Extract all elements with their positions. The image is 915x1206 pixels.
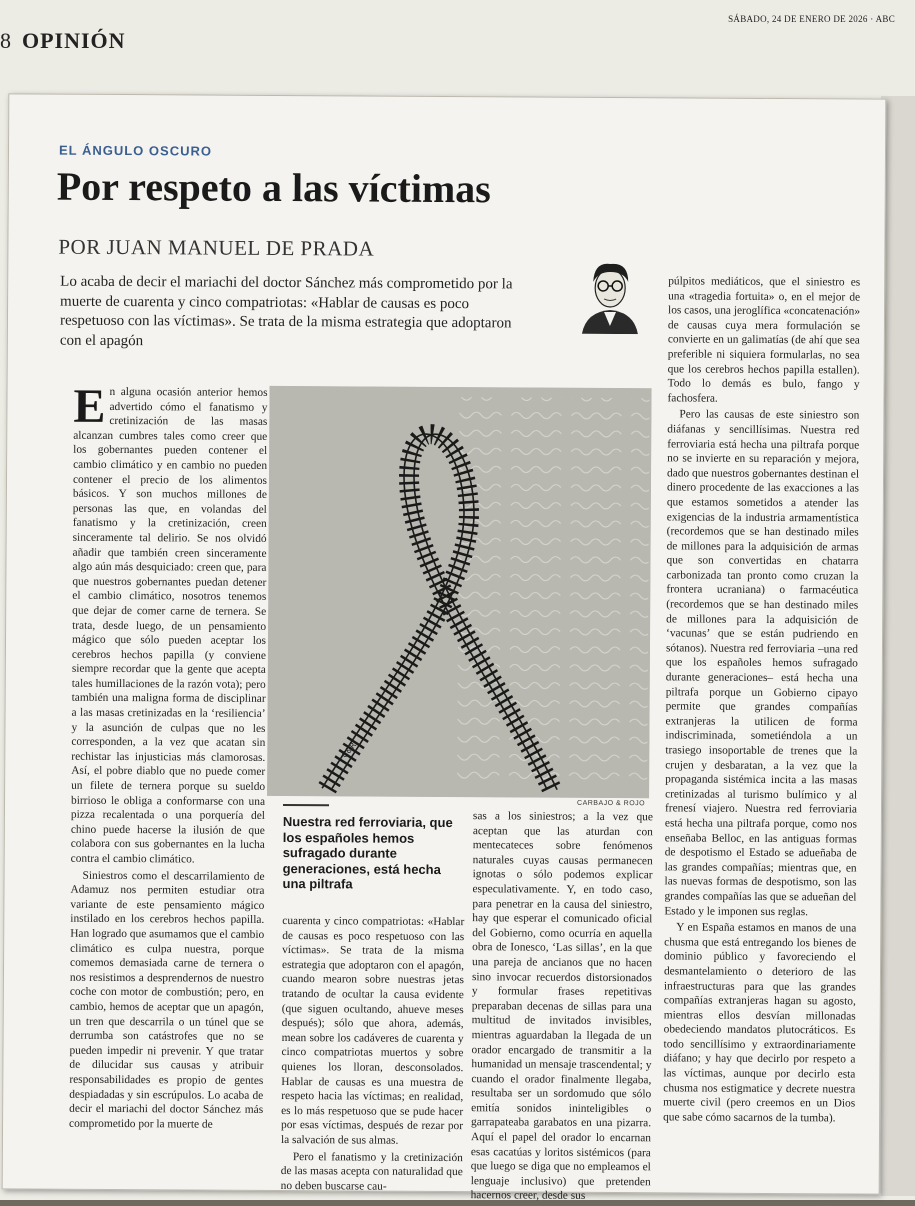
paragraph: sas a los siniestros; a la vez que aceptan que las aturdan con mentecateces sobre fenómenos naturales cuyas causas permanecen ignotas o sólo podemos explicar especulativamente. Y, en todo caso, para penetrar en la causa del siniestro, hay que esperar el comunicado oficial del Gobierno, como ocurría en aquella obra de Ionesco, ‘Las sillas’, en la que una pareja de ancianos que no hacen sino invocar recuerdos distorsionados y formular frases repetitivas preparaban decenas de sillas para una multitud de invitados invisibles, mientras aguardaban la llegada de un orador encargado de transmitir a la humanidad un mensaje trascendental; y cuando el orador finalmente llegaba, resultaba ser un sordomudo que sólo emitía sonidos ininteligibles o garrapateaba garabatos en una pizarra. Aquí el papel del orador lo encarnan esas cacatúas y loritos sistémicos (para que luego se diga que no empleamos el lenguaje inclusivo) que pretenden hacernos creer, desde sus <box>471 809 653 1204</box>
illustration-signature: C&R <box>340 740 358 759</box>
pullquote-rule <box>283 804 329 806</box>
article-headline: Por respeto a las víctimas <box>57 163 491 213</box>
paragraph: Pero el fanatismo y la cretinización de las masas acepta con naturalidad que no deben buscarse cau- <box>281 1150 463 1195</box>
paragraph: n alguna ocasión anterior hemos advertido cómo el fanatismo y cretinización de las masas alcanzan cumbres tales como creer que los gobernantes pueden contener el cambio climático y en cambio no pueden contener el precio de los alimentos básicos. Y son muchos millones de personas las que, en volandas del fanatismo y la cretinización, creen sinceramente tal delirio. Se nos olvidó añadir que también creen sinceramente algo aún más desquiciado: creen que, para que nuestros gobernantes puedan detener el cambio climático, nosotros tenemos que dejar de comer carne de ternera. Se trata, desde luego, de un pensamiento mágico que sólo pueden aceptar los cerebros hechos papilla (y conviene siempre recordar que la gente que acepta tales humillaciones de la razón vota); pero también una maligna forma de disciplinar a las masas cretinizadas en la ‘resiliencia’ y la asunción de culpas que no les corresponden, a la vez que acatan sin rechistar las injusticias más clamorosas. Así, el pobre diablo que no puede comer un filete de ternera porque su sueldo birrioso le obliga a conformarse con una pizza recalentada o una porquería del chino puede hacerse la ilusión de que colabora con sus gobernantes en la lucha contra el cambio climático. <box>71 386 268 866</box>
author-portrait <box>578 254 642 334</box>
pullquote: Nuestra red ferroviaria, que los españoles hemos sufragado durante generaciones, está hecha una piltrafa <box>282 814 462 893</box>
drop-cap: E <box>73 387 105 427</box>
paragraph: Pero las causas de este siniestro son diáfanas y sencillísimas. Nuestra red ferroviaria está hecha una piltrafa porque no se invierte en su reparación y mejora, dado que nuestros gobernantes destinan el dinero procedente de las exacciones a las que estamos sometidos a atender las exigencias de la industria armamentística (recordemos que se han destinado miles de millones para la adquisición de armas que son convertidas en chatarra carbonizada tan pronto como cruzan la frontera ucraniana) o farmacéutica (recordemos que se han destinado miles de millones para la adquisición de ‘vacunas’ que se están pudriendo en sótanos). Nuestra red ferroviaria –una red que los españoles hemos sufragado durante generaciones– está hecha una piltrafa porque un Gobierno cipayo permite que grandes compañías extranjeras la utilicen de forma indiscriminada, sometiéndola a un trasiego insoportable de trenes que la crujen y desbaratan, a la vez que la propaganda sistémica incita a las masas cretinizadas al turismo bulímico y al frenesí viajero. Nuestra red ferroviaria está hecha una piltrafa porque, como nos enseñaba Belloc, en las antiguas formas de despotismo el Estado se adueñaba de las grandes compañías; mientras que, en las nuevas formas de despotismo, son las grandes compañías las que se adueñan del Estado y le imponen sus reglas. <box>664 408 859 920</box>
article-column-middle-1 <box>281 914 465 1194</box>
section-name: OPINIÓN <box>22 28 126 54</box>
article-column-middle-2 <box>471 809 653 1204</box>
adjacent-page-edge <box>881 96 915 1196</box>
article-byline: POR JUAN MANUEL DE PRADA <box>58 235 374 262</box>
railway-ribbon-illustration <box>267 386 651 798</box>
article-lede: Lo acaba de decir el mariachi del doctor Sánchez más comprometido por la muerte de cuarenta y cinco compatriotas: «Hablar de causas es poco respetuoso con las víctimas». Se trata de la misma estrategia que adoptaron con el apagón <box>60 273 530 354</box>
page-number: 8 <box>0 28 11 54</box>
illustration-drawing <box>267 386 651 798</box>
illustration-credit: CARBAJO & ROJO <box>577 800 645 807</box>
article-column-right <box>663 274 860 1126</box>
paragraph: cuarenta y cinco compatriotas: «Hablar de causas es poco respetuoso con las víctimas». Se trata de la misma estrategia que adoptaron con el apagón, cuando mearon sobre nuestras jetas tratando de ocultar la causa evidente (que siguen ocultando, ahueve meses después); sólo que ahora, además, mean sobre los cadáveres de cuarenta y cinco compatriotas muertos y sobre quienes los lloran, desconsolados. Hablar de causas es una muestra de respeto hacia las víctimas; en realidad, es lo más respetuoso que se pude hacer por esas víctimas, después de rezar por la salvación de sus almas. <box>281 914 464 1149</box>
paragraph: Y en España estamos en manos de una chusma que está entregando los bienes de dominio público y favoreciendo el desmantelamiento o deterioro de las infraestructuras para que las grandes compañías extranjeras hagan su agosto, mientras ellos desvían millonadas obedeciendo mandatos plutocráticos. Es todo sencillísimo y extraordinariamente diáfano; y hay que decirlo por respeto a las víctimas, aunque por decirlo esta chusma nos estigmatice y decrete nuestra muerte civil (pero creemos en un Dios que sabe cómo sacarnos de la tumba). <box>663 920 856 1125</box>
paragraph: Siniestros como el descarrilamiento de Adamuz nos permiten estudiar otra variante de este pensamiento mágico instilado en los cerebros hechos papilla. Han logrado que asumamos que el cambio climático es culpa nuestra, porque comemos demasiada carne de ternera o nos resistimos a desprendernos de nuestro coche con motor de combustión; pero, en cambio, hemos de aceptar que un apagón, un tren que descarrila o un túnel que se derrumba son catástrofes que no se pueden impedir ni prevenir. Y que tratar de dilucidar sus causas y atribuir responsabilidades es propio de gentes despiadadas y sin escrúpulos. Lo acaba de decir el mariachi del doctor Sánchez más comprometido por la muerte de <box>69 868 265 1132</box>
article-clipping <box>2 93 887 1194</box>
paragraph: púlpitos mediáticos, que el siniestro es una «tragedia fortuita» o, en el mejor de los casos, una jeroglífica «concatenación» de causas cuya mera formulación se convierte en un galimatías (de ahí que sea preferible ni siquiera formularlas, no sea que los cerebros hechos papilla estallen). Todo lo demás es bulo, fango y fachosfera. <box>667 274 860 407</box>
article-column-left <box>69 385 268 1132</box>
column-kicker: EL ÁNGULO OSCURO <box>59 143 212 159</box>
dateline: SÁBADO, 24 DE ENERO DE 2026 · ABC <box>728 14 895 24</box>
